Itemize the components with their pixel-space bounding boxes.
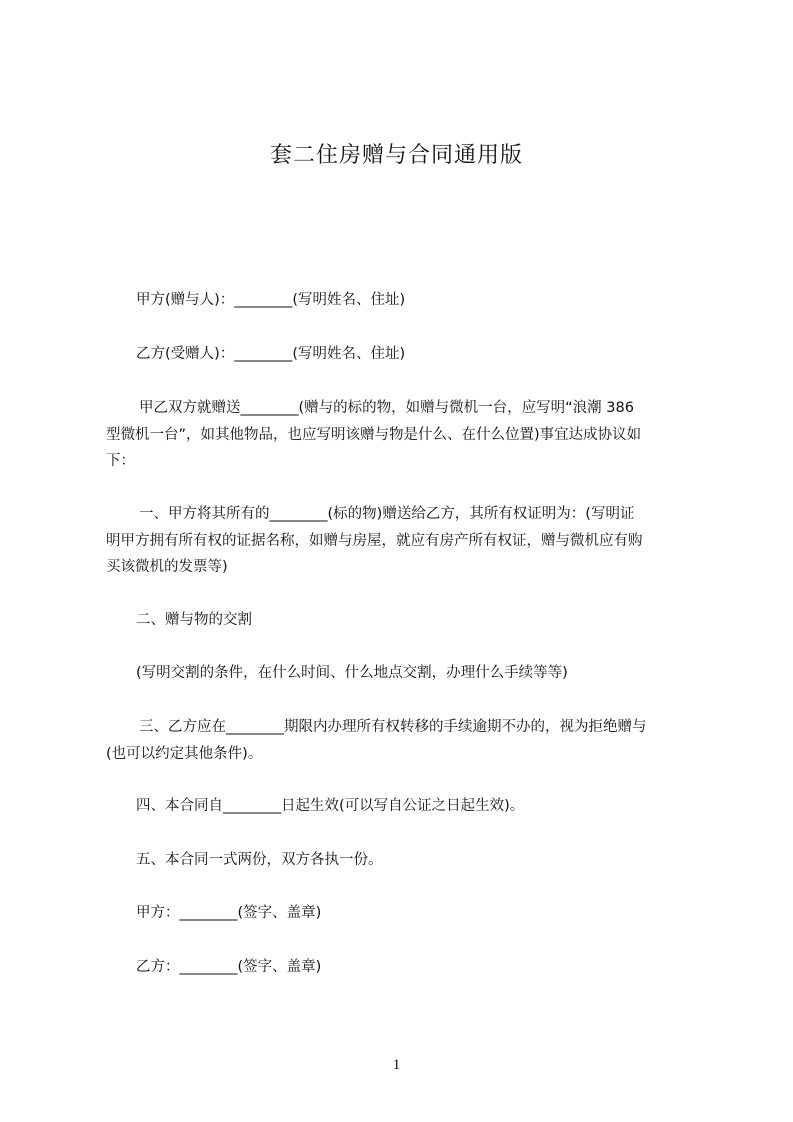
- signature-party-a: 甲方：________(签字、盖章): [136, 905, 322, 921]
- clause-5-text: 五、本合同一式两份，双方各执一份。: [136, 852, 383, 868]
- clause-3-line-1: 三、乙方应在________期限内办理所有权转移的手续逾期不办的，视为拒绝赠与: [139, 719, 647, 735]
- clause-1-line-2: 明甲方拥有所有权的证据名称，如赠与房屋，就应有房产所有权证，赠与微机应有购: [106, 532, 643, 549]
- signature-party-b: 乙方：________(签字、盖章): [136, 959, 322, 975]
- clause-2-heading: 二、赠与物的交割: [136, 612, 252, 628]
- document-title: 套二住房赠与合同通用版: [269, 143, 523, 168]
- intro-line-2: 型微机一台”，如其他物品，也应写明该赠与物是什么、在什么位置)事宜达成协议如: [106, 426, 642, 443]
- clause-4-text: 四、本合同自________日起生效(可以写自公证之日起生效)。: [136, 798, 525, 814]
- clause-3-line-2: (也可以约定其他条件)。: [106, 745, 263, 762]
- intro-line-3: 下：: [106, 453, 135, 469]
- page-number: 1: [392, 1057, 401, 1073]
- intro-paragraph: [106, 395, 701, 475]
- clause-3-paragraph: [106, 714, 701, 767]
- clause-1-line-3: 买该微机的发票等): [106, 559, 228, 575]
- party-a-line: 甲方(赠与人)：________(写明姓名、住址): [136, 292, 406, 308]
- clause-1-paragraph: [106, 501, 701, 581]
- clause-1-line-1: 一、甲方将其所有的________(标的物)赠送给乙方，其所有权证明为：(写明证: [139, 506, 635, 522]
- intro-line-1: 甲乙双方就赠送________(赠与的标的物，如赠与微机一台，应写明“浪潮 386: [139, 400, 634, 416]
- party-b-line: 乙方(受赠人)：________(写明姓名、住址): [136, 346, 406, 362]
- clause-2-text: (写明交割的条件，在什么时间、什么地点交割，办理什么手续等等): [136, 665, 568, 681]
